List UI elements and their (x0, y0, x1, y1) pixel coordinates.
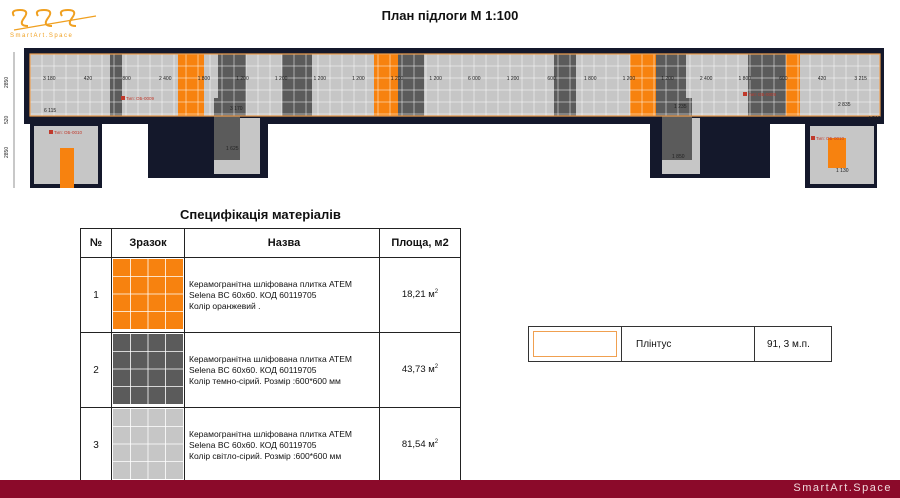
tag-marker (49, 130, 53, 134)
tile-swatch-orange (113, 259, 183, 329)
dimension-label: 1 235 (674, 104, 687, 110)
header-num: № (81, 229, 112, 258)
row-num: 3 (81, 408, 112, 483)
dimension-label: 2850 (4, 146, 10, 158)
row-num: 1 (81, 258, 112, 333)
row-area: 81,54 $м^2$ (380, 408, 461, 483)
tag-label: Тип: ОБ-0010 (816, 136, 844, 141)
dimension-label: 3 170 (230, 106, 243, 112)
dimension-label: 1 200 (390, 76, 404, 82)
row-area: 43,73 $м^2$ (380, 333, 461, 408)
tag-label: Тип: ОБ-0009 (748, 92, 776, 97)
dimension-label: 4 510 (868, 116, 881, 122)
row-name: Керамогранітна шліфована плитка АТЕМ Selena BC 60x60. КОД 60119705 Колір темно-сірий. Розмір :600*600 мм (185, 333, 380, 408)
dimension-label: 600 (547, 76, 556, 82)
dimension-label: 1 800 (197, 76, 211, 82)
dimension-label: 1 200 (506, 76, 520, 82)
dimension-label: 420 (83, 76, 93, 82)
spec-table (80, 228, 461, 483)
tile-band (282, 54, 312, 116)
tile-band (312, 54, 374, 116)
tag-label: Тип: ОБ-0009 (126, 96, 154, 101)
tag-marker (743, 92, 747, 96)
dimension-label: 600 (779, 76, 788, 82)
tag-label: Тип: ОБ-0010 (54, 130, 82, 135)
dimension-label: 520 (4, 115, 10, 124)
tag-marker (121, 96, 125, 100)
tag-marker (811, 136, 815, 140)
plintus-swatch (529, 327, 622, 361)
dimension-label: 1 625 (226, 146, 239, 152)
dimension-label: 2 400 (699, 76, 713, 82)
tile-band (686, 54, 748, 116)
tile-band (178, 54, 204, 116)
row-num: 2 (81, 333, 112, 408)
footer-bar (0, 480, 900, 498)
dimension-label: 1 850 (672, 154, 685, 160)
dimension-label: 1 200 (352, 76, 365, 82)
dimension-label: 2 400 (158, 76, 172, 82)
dimension-label: 2 835 (838, 102, 851, 108)
tile-band (748, 54, 786, 116)
plintus-value: 91, 3 м.п. (767, 338, 810, 350)
tile-swatch-light (113, 409, 183, 479)
dimension-label: 2850 (4, 76, 10, 88)
plintus-label: Плінтус (622, 327, 755, 361)
dimension-label: 6 000 (468, 76, 481, 82)
row-name: Керамогранітна шліфована плитка АТЕМ Selena BC 60x60. КОД 60119705 Колір світло-сірий. Розмір :600*600 мм (185, 408, 380, 483)
dimension-label: 3 215 (854, 76, 867, 82)
tile-band (246, 54, 282, 116)
tile-band (374, 54, 398, 116)
floor-plan (0, 38, 900, 204)
dimension-label: 1 200 (236, 76, 249, 82)
dimension-label: 1 200 (313, 76, 327, 82)
dimension-label: 6 115 (44, 108, 57, 114)
table-row (81, 258, 461, 333)
tile-band (630, 54, 656, 116)
dimension-label: 1 200 (622, 76, 636, 82)
page-title: План підлоги М 1:100 (381, 8, 519, 23)
dimension-label: 1 200 (274, 76, 288, 82)
footer-brand: SmartArt.Space (793, 482, 892, 494)
spec-header-row (81, 229, 461, 258)
tile-accent (828, 138, 846, 168)
dimension-label: 1 800 (738, 76, 752, 82)
row-area: 18,21 $м^2$ (380, 258, 461, 333)
tile-band (554, 54, 576, 116)
tile-band (576, 54, 630, 116)
table-row (81, 408, 461, 483)
plintus-table (528, 326, 832, 362)
tile-band (110, 54, 122, 116)
tile-accent (60, 148, 74, 188)
dimension-label: 800 (122, 76, 131, 82)
dimension-label: 1 200 (429, 76, 442, 82)
tile-swatch-dark (113, 334, 183, 404)
dimension-label: 420 (817, 76, 827, 82)
header-sample: Зразок (112, 229, 185, 258)
header-area: Площа, м2 (380, 229, 461, 258)
spec-title: Специфікація матеріалів (180, 207, 341, 222)
row-name: Керамогранітна шліфована плитка АТЕМ Selena BC 60x60. КОД 60119705 Колір оранжевий . (185, 258, 380, 333)
dimension-label: 1 200 (661, 76, 674, 82)
dimension-label: 3 180 (43, 76, 56, 82)
dimension-label: 1 130 (836, 168, 849, 174)
table-row (81, 333, 461, 408)
logo-text: SmartArt.Space (10, 33, 74, 39)
tile-band (424, 54, 554, 116)
header-name: Назва (185, 229, 380, 258)
dimension-label: 1 800 (583, 76, 597, 82)
